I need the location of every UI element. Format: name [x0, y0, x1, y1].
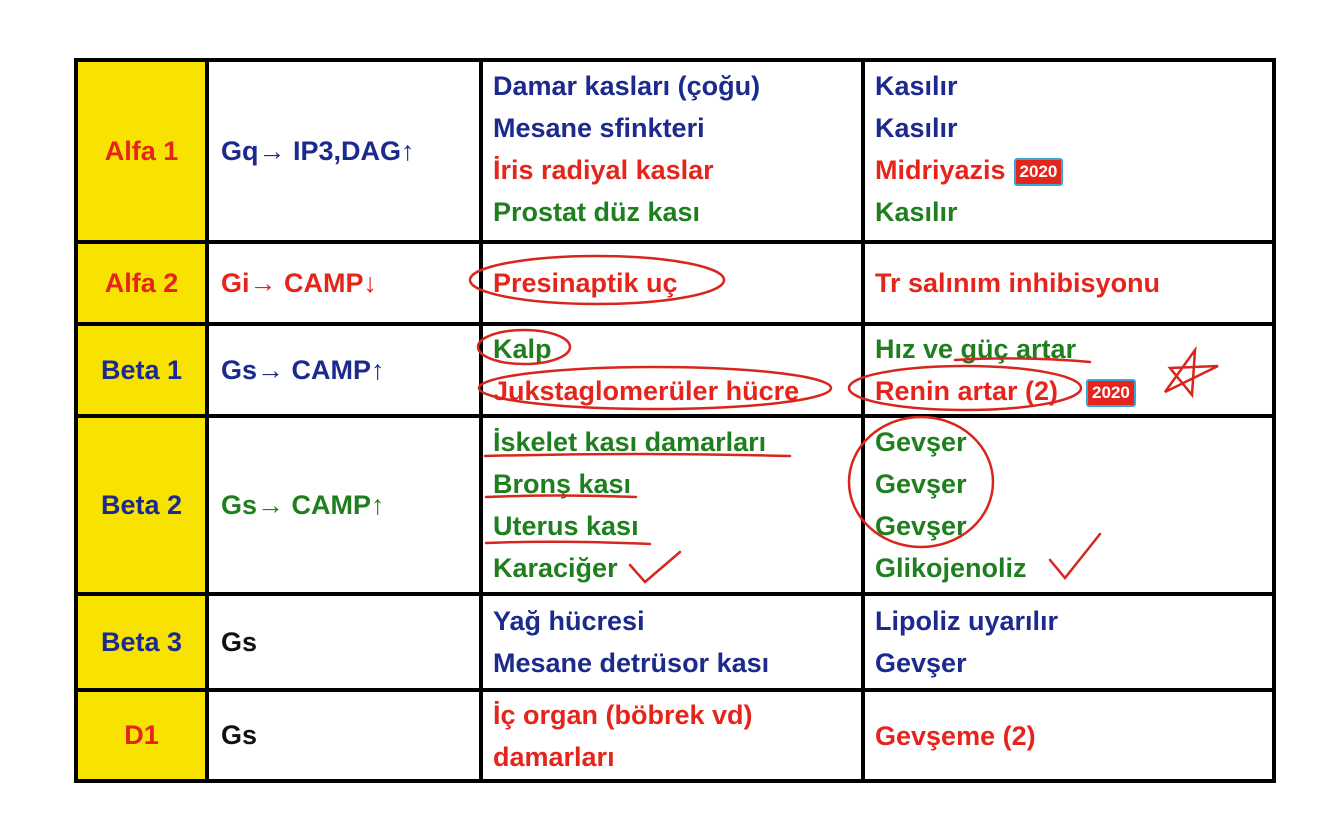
item-text: Damar kasları (çoğu) — [493, 71, 761, 101]
effect-cell — [865, 326, 1272, 414]
pathway-cell: Gs — [209, 692, 483, 779]
item-text: Kalp — [493, 334, 552, 364]
item-text: Gevşeme (2) — [875, 721, 1036, 751]
list-item — [493, 191, 760, 233]
list-item — [493, 505, 766, 547]
item-text: İskelet kası damarları — [493, 427, 767, 457]
tissue-cell — [483, 62, 865, 240]
effect-cell — [865, 62, 1272, 240]
list-item — [875, 505, 1027, 547]
receptor-cell: Alfa 1 — [78, 62, 209, 240]
list-item — [875, 370, 1136, 412]
item-text: Mesane detrüsor kası — [493, 648, 770, 678]
list-item — [875, 191, 1063, 233]
item-text: Bronş kası — [493, 469, 632, 499]
list-item — [493, 328, 799, 370]
list-item — [493, 463, 766, 505]
list-item — [875, 107, 1063, 149]
table-row — [78, 688, 1272, 779]
item-text: damarları — [493, 742, 615, 772]
item-text: Kasılır — [875, 71, 958, 101]
table-row — [78, 240, 1272, 322]
receptor-cell: Beta 3 — [78, 596, 209, 688]
list-item — [493, 547, 766, 589]
table-row — [78, 62, 1272, 240]
item-text: Tr salınım inhibisyonu — [875, 268, 1161, 298]
year-badge: 2020 — [1086, 379, 1136, 407]
year-badge: 2020 — [1014, 158, 1064, 186]
item-text: Kasılır — [875, 197, 958, 227]
list-item — [493, 421, 766, 463]
item-text: Yağ hücresi — [493, 606, 645, 636]
receptor-cell: Beta 2 — [78, 418, 209, 592]
item-text: Hız ve güç artar — [875, 334, 1077, 364]
item-text: Gevşer — [875, 427, 967, 457]
list-item — [875, 65, 1063, 107]
list-item — [875, 600, 1058, 642]
effect-cell — [865, 596, 1272, 688]
list-item — [875, 715, 1036, 757]
item-text: İris radiyal kaslar — [493, 155, 714, 185]
list-item — [493, 694, 753, 736]
list-item — [493, 370, 799, 412]
list-item — [875, 463, 1027, 505]
list-item — [875, 328, 1136, 370]
item-text: Midriyazis — [875, 155, 1006, 185]
list-item — [875, 421, 1027, 463]
tissue-cell — [483, 692, 865, 779]
item-text: Uterus kası — [493, 511, 639, 541]
list-item — [875, 149, 1063, 191]
table-row — [78, 592, 1272, 688]
item-text: Renin artar (2) — [875, 376, 1059, 406]
receptor-cell: D1 — [78, 692, 209, 779]
table-row — [78, 322, 1272, 414]
list-item — [493, 107, 760, 149]
list-item — [493, 262, 678, 304]
pathway-cell: Gi→ CAMP↓ — [209, 244, 483, 322]
tissue-cell — [483, 326, 865, 414]
table-row — [78, 414, 1272, 592]
item-text: Mesane sfinkteri — [493, 113, 705, 143]
effect-cell — [865, 244, 1272, 322]
tissue-cell — [483, 596, 865, 688]
item-text: Glikojenoliz — [875, 553, 1027, 583]
item-text: Karaciğer — [493, 553, 618, 583]
item-text: Gevşer — [875, 511, 967, 541]
pathway-cell: Gs — [209, 596, 483, 688]
item-text: Jukstaglomerüler hücre — [493, 376, 800, 406]
list-item — [875, 547, 1027, 589]
list-item — [875, 262, 1160, 304]
list-item — [493, 65, 760, 107]
list-item — [493, 642, 769, 684]
receptor-cell: Beta 1 — [78, 326, 209, 414]
item-text: Presinaptik uç — [493, 268, 678, 298]
pathway-cell: Gs→ CAMP↑ — [209, 418, 483, 592]
item-text: Gevşer — [875, 648, 967, 678]
list-item — [875, 642, 1058, 684]
list-item — [493, 600, 769, 642]
receptor-table — [74, 58, 1276, 783]
effect-cell — [865, 418, 1272, 592]
list-item — [493, 736, 753, 778]
effect-cell — [865, 692, 1272, 779]
list-item — [493, 149, 760, 191]
item-text: İç organ (böbrek vd) — [493, 700, 753, 730]
item-text: Gevşer — [875, 469, 967, 499]
pathway-cell: Gs→ CAMP↑ — [209, 326, 483, 414]
receptor-cell: Alfa 2 — [78, 244, 209, 322]
item-text: Kasılır — [875, 113, 958, 143]
tissue-cell — [483, 244, 865, 322]
tissue-cell — [483, 418, 865, 592]
item-text: Prostat düz kası — [493, 197, 701, 227]
item-text: Lipoliz uyarılır — [875, 606, 1059, 636]
pathway-cell: Gq→ IP3,DAG↑ — [209, 62, 483, 240]
